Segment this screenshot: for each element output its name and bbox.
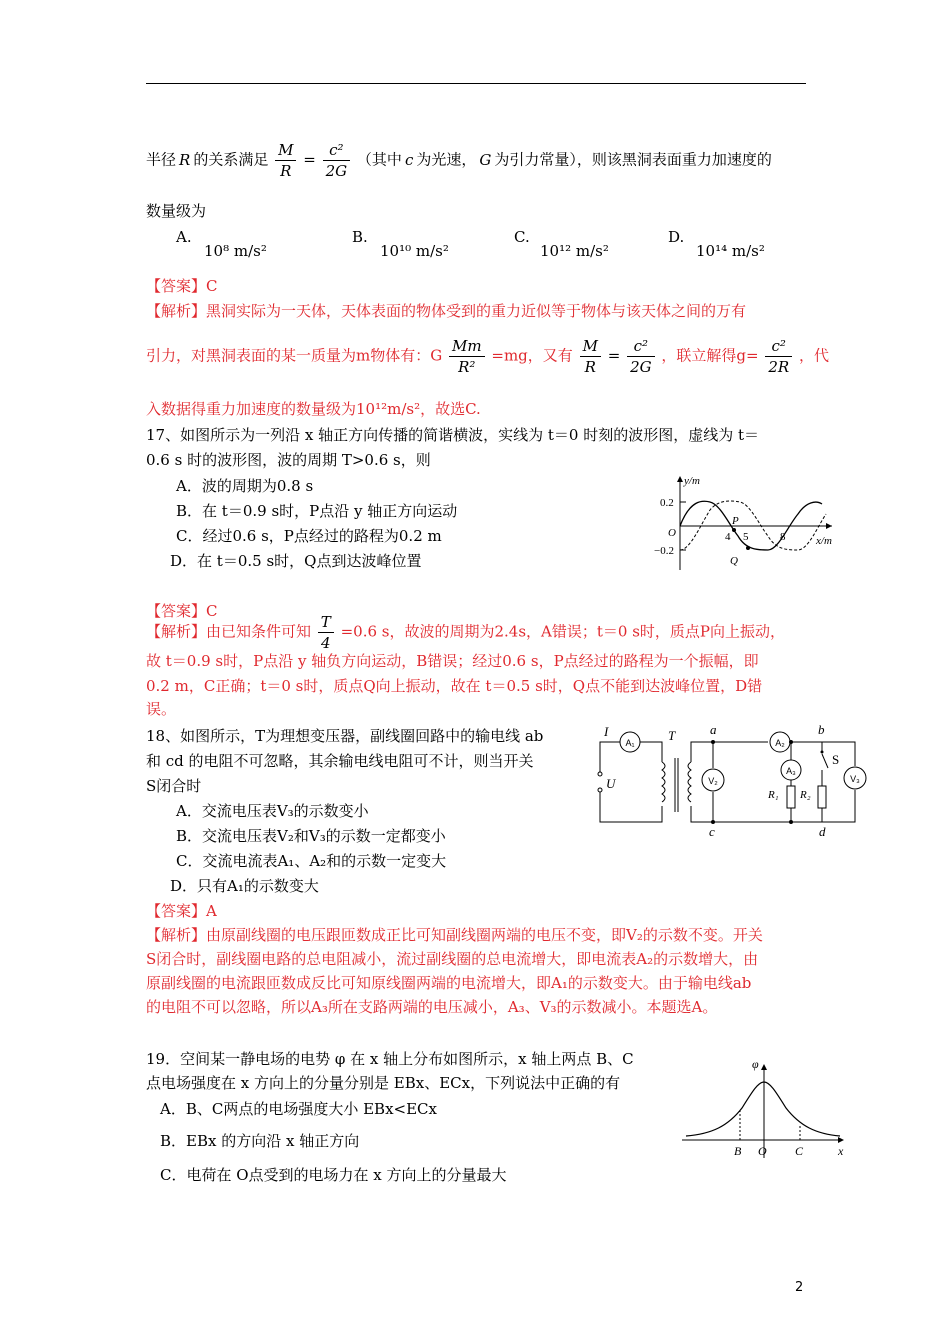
q19-potential-figure bbox=[682, 1060, 850, 1160]
q17-option-d: D．在 t＝0.5 s时，Q点到达波峰位置 bbox=[170, 552, 422, 570]
svg-text:B: B bbox=[734, 1144, 742, 1158]
svg-text:S: S bbox=[832, 752, 840, 767]
svg-text:P: P bbox=[732, 515, 739, 527]
svg-text:5: 5 bbox=[743, 531, 749, 543]
svg-text:T: T bbox=[668, 728, 676, 743]
q17-fig-ylabel: y/m bbox=[684, 475, 700, 487]
q17-option-c: C．经过0.6 s，P点经过的路程为0.2 m bbox=[176, 527, 442, 545]
q18-circuit-figure bbox=[590, 722, 868, 840]
svg-text:O: O bbox=[668, 527, 676, 539]
q18-option-c: C．交流电流表A₁、A₂和的示数一定变大 bbox=[176, 852, 447, 870]
q19-stem-1: 19．空间某一静电场的电势 φ 在 x 轴上分布如图所示，x 轴上两点 B、C bbox=[146, 1050, 634, 1068]
header-rule bbox=[146, 83, 806, 84]
q19-stem-2: 点电场强度在 x 方向上的分量分别是 EBx、ECx，下列说法中正确的有 bbox=[146, 1074, 621, 1092]
q19-option-b: B．EBx 的方向沿 x 轴正方向 bbox=[160, 1132, 360, 1150]
q16-answer: 【答案】C bbox=[146, 277, 218, 295]
q17-stem-2: 0.6 s 时的波形图，波的周期 T>0.6 s，则 bbox=[146, 451, 431, 469]
q17-explanation-2: 故 t＝0.9 s时，P点沿 y 轴负方向运动，B错误；经过0.6 s，P点经过的路程为一个振幅，即 bbox=[146, 652, 759, 670]
q16-line1: 半径 R 的关系满足 $\frac{M}{R}$ = $\frac{\text{c²}}{2G}$ （其中 c 为光速， G 为引力常量），则该黑洞表面重力加速度的 bbox=[146, 141, 772, 180]
svg-text:c: c bbox=[709, 824, 715, 839]
q17-answer: 【答案】C bbox=[146, 602, 218, 620]
svg-text:R₁: R₁ bbox=[768, 789, 779, 801]
q17-fig-xlabel: x/m bbox=[816, 535, 832, 547]
q16-option-b-label: B. bbox=[352, 228, 368, 246]
svg-text:b: b bbox=[818, 722, 825, 737]
q18-explanation-4: 的电阻不可以忽略，所以A₃所在支路两端的电压减小，A₃、V₃的示数减小。本题选A。 bbox=[146, 998, 718, 1016]
svg-text:4: 4 bbox=[725, 531, 731, 543]
svg-text:0.2: 0.2 bbox=[660, 497, 674, 509]
q19-option-c: C．电荷在 O点受到的电场力在 x 方向上的分量最大 bbox=[160, 1166, 507, 1184]
svg-text:−0.2: −0.2 bbox=[654, 545, 674, 557]
q16-option-d-label: D. bbox=[668, 228, 685, 246]
q16-option-d-value: 10¹⁴ m/s² bbox=[696, 242, 765, 260]
q18-explanation-2: S闭合时，副线圈电路的总电阻减小，流过副线圈的总电流增大，即电流表A₂的示数增大，由 bbox=[146, 950, 759, 968]
q18-stem-2: 和 cd 的电阻不可忽略，其余输电线电阻可不计，则当开关 bbox=[146, 752, 534, 770]
svg-text:O: O bbox=[758, 1144, 767, 1158]
fraction-c2-2G: $\frac{\text{c²}}{2G}$ bbox=[323, 140, 351, 181]
svg-text:U: U bbox=[606, 776, 616, 791]
q16-option-a-value: 10⁸ m/s² bbox=[204, 242, 267, 260]
fraction-M-R: $\frac{M}{R}$ bbox=[275, 140, 296, 181]
svg-text:A₂: A₂ bbox=[775, 738, 785, 748]
page-number: 2 bbox=[795, 1280, 804, 1295]
svg-text:φ: φ bbox=[752, 1060, 759, 1071]
q18-answer: 【答案】A bbox=[146, 902, 217, 920]
q17-option-b: B．在 t＝0.9 s时，P点沿 y 轴正方向运动 bbox=[176, 502, 458, 520]
q17-stem-1: 17、如图所示为一列沿 x 轴正方向传播的简谐横波，实线为 t＝0 时刻的波形图，虚线为 t＝ bbox=[146, 426, 759, 444]
q16-explanation-1: 【解析】黑洞实际为一天体，天体表面的物体受到的重力近似等于物体与该天体之间的万有 bbox=[146, 302, 747, 320]
q17-explanation-3: 0.2 m，C正确；t＝0 s时，质点Q向上振动，故在 t＝0.5 s时，Q点不能到达波峰位置，D错 bbox=[146, 677, 763, 695]
q16-line2: 数量级为 bbox=[146, 202, 207, 220]
q18-stem-1: 18、如图所示，T为理想变压器，副线圈回路中的输电线 ab bbox=[146, 727, 544, 745]
svg-text:A₁: A₁ bbox=[625, 738, 635, 748]
svg-text:Q: Q bbox=[730, 555, 738, 567]
svg-text:C: C bbox=[795, 1144, 804, 1158]
svg-text:V₂: V₂ bbox=[708, 776, 718, 786]
svg-text:I: I bbox=[604, 724, 609, 739]
svg-text:8: 8 bbox=[780, 531, 786, 543]
q17-explanation-1: 【解析】由已知条件可知 $\frac{T}{4}$ =0.6 s，故波的周期为2.4s，A错误；t＝0 s时，质点P向上振动， bbox=[146, 613, 786, 652]
svg-text:A₃: A₃ bbox=[786, 766, 796, 776]
q17-wave-figure bbox=[650, 470, 840, 575]
q17-explanation-4: 误。 bbox=[146, 700, 177, 718]
svg-text:a: a bbox=[710, 722, 717, 737]
q16-explanation-3: 入数据得重力加速度的数量级为10¹²m/s²，故选C. bbox=[146, 400, 481, 418]
q16-explanation-2: 引力，对黑洞表面的某一质量为m物体有：G $\frac{Mm}{\text{R²}}$ =mg，又有 $\frac{M}{R}$ = $\frac{\text{c²}}{2G}$ ，联立解得g= $\frac{\text{c²}}{2R}$ ，代 bbox=[146, 337, 829, 376]
q18-option-a: A．交流电压表V₃的示数变小 bbox=[176, 802, 369, 820]
q19-option-a: A．B、C两点的电场强度大小 EBx<ECx bbox=[160, 1100, 437, 1118]
q18-explanation-1: 【解析】由原副线圈的电压跟匝数成正比可知副线圈两端的电压不变，即V₂的示数不变。开关 bbox=[146, 926, 763, 944]
q18-stem-3: S闭合时 bbox=[146, 777, 202, 795]
q16-option-c-value: 10¹² m/s² bbox=[540, 242, 609, 260]
q18-option-b: B．交流电压表V₂和V₃的示数一定都变小 bbox=[176, 827, 446, 845]
svg-text:x: x bbox=[838, 1144, 844, 1158]
svg-text:d: d bbox=[819, 824, 826, 839]
q16-option-a-label: A. bbox=[176, 228, 192, 246]
q16-option-c-label: C. bbox=[514, 228, 530, 246]
svg-text:V₃: V₃ bbox=[850, 774, 860, 784]
svg-text:R₂: R₂ bbox=[800, 789, 811, 801]
q18-option-d: D．只有A₁的示数变大 bbox=[170, 877, 319, 895]
q17-option-a: A．波的周期为0.8 s bbox=[176, 477, 314, 495]
q16-option-b-value: 10¹⁰ m/s² bbox=[380, 242, 449, 260]
q18-explanation-3: 原副线圈的电流跟匝数成反比可知原线圈两端的电流增大，即A₁的示数变大。由于输电线ab bbox=[146, 974, 752, 992]
